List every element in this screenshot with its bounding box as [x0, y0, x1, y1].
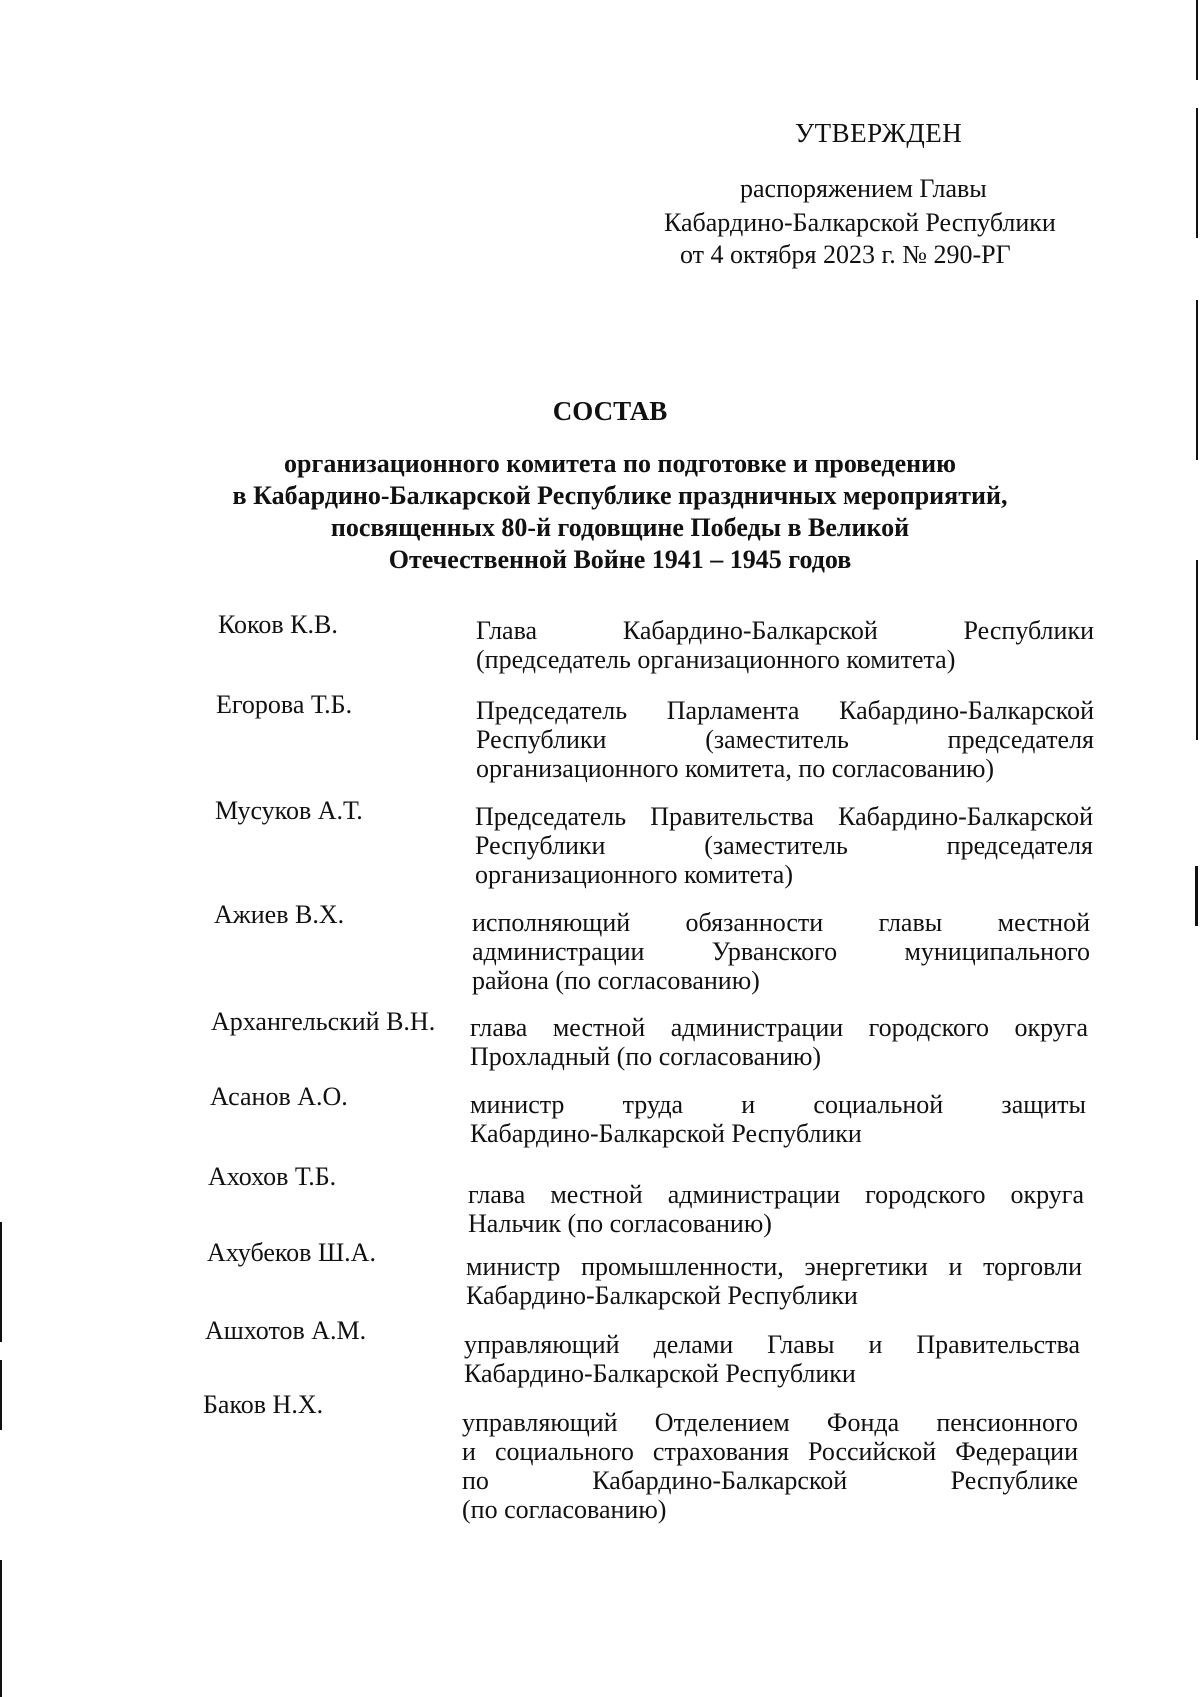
member-role-line: организационного комитета, по согласованию) — [476, 754, 995, 783]
member-name: Ажиев В.Х. — [214, 900, 345, 929]
member-role-line: глава местной администрации городского округа — [470, 1013, 1088, 1042]
scan-edge-mark — [1196, 300, 1198, 460]
member-name: Баков Н.Х. — [203, 1390, 324, 1419]
subtitle-line: в Кабардино-Балкарской Республике праздничных мероприятий, — [232, 481, 1008, 510]
document-subtitle — [160, 448, 1080, 576]
member-role-line: глава местной администрации городского округа — [468, 1180, 1084, 1209]
member-name: Егорова Т.Б. — [216, 690, 353, 719]
member-role — [476, 616, 1094, 674]
member-name: Асанов А.О. — [210, 1082, 348, 1111]
scan-edge-mark — [1196, 560, 1198, 740]
member-role-line: администрации Урванского муниципального — [472, 937, 1090, 966]
member-role-line: Республики (заместитель председателя — [476, 725, 1094, 754]
member-role — [462, 1408, 1078, 1524]
approval-heading: УТВЕРЖДЕН — [795, 118, 963, 148]
member-role-line: Глава Кабардино-Балкарской Республики — [476, 616, 1094, 645]
member-role-line: Республики (заместитель председателя — [475, 831, 1093, 860]
member-role-line: министр труда и социальной защиты — [470, 1090, 1086, 1119]
subtitle-line: посвященных 80-й годовщине Победы в Великой — [330, 513, 910, 542]
subtitle-line: Отечественной Войне 1941 – 1945 годов — [388, 545, 852, 574]
member-role-line: организационного комитета) — [475, 860, 793, 889]
member-role-line: Председатель Правительства Кабардино-Балкарской — [475, 802, 1093, 831]
member-role — [476, 696, 1094, 783]
member-role-line: министр промышленности, энергетики и торговли — [466, 1252, 1082, 1281]
member-name: Коков К.В. — [218, 610, 338, 639]
subtitle-line: организационного комитета по подготовке и проведению — [284, 449, 956, 478]
member-role-line: Кабардино-Балкарской Республики — [466, 1281, 858, 1310]
member-role — [470, 1090, 1086, 1148]
member-role-line: района (по согласованию) — [472, 966, 760, 995]
member-role-line: Прохладный (по согласованию) — [470, 1042, 822, 1071]
scan-edge-mark — [1196, 108, 1198, 238]
member-role-line: (по согласованию) — [462, 1495, 667, 1524]
member-role-line: Кабардино-Балкарской Республики — [470, 1119, 862, 1148]
member-role — [470, 1013, 1088, 1071]
member-role-line: Нальчик (по согласованию) — [468, 1209, 772, 1238]
approval-line: от 4 октября 2023 г. № 290-РГ — [680, 240, 1011, 269]
member-role-line: управляющий делами Главы и Правительства — [464, 1330, 1080, 1359]
scan-edge-mark — [0, 1560, 2, 1697]
member-role — [464, 1330, 1080, 1388]
member-role-line: Кабардино-Балкарской Республики — [464, 1359, 856, 1388]
scan-edge-mark — [1196, 0, 1198, 80]
approval-line: распоряжением Главы — [740, 174, 987, 203]
member-role — [472, 908, 1090, 995]
scan-edge-mark — [1195, 866, 1198, 926]
approval-line: Кабардино-Балкарской Республики — [664, 208, 1056, 237]
member-role-line: Председатель Парламента Кабардино-Балкарской — [476, 696, 1094, 725]
member-role-line: управляющий Отделением Фонда пенсионного — [462, 1408, 1078, 1437]
scan-edge-mark — [0, 1222, 2, 1342]
member-name: Архангельский В.Н. — [211, 1007, 436, 1036]
member-role — [468, 1180, 1084, 1238]
scan-edge-mark — [0, 1360, 2, 1430]
member-name: Ашхотов А.М. — [205, 1316, 367, 1345]
member-role-line: по Кабардино-Балкарской Республике — [462, 1466, 1078, 1495]
member-role — [466, 1252, 1082, 1310]
member-name: Мусуков А.Т. — [215, 796, 363, 825]
document-title: СОСТАВ — [552, 396, 668, 426]
member-role-line: и социального страхования Российской Федерации — [462, 1437, 1078, 1466]
member-role — [475, 802, 1093, 889]
member-name: Ахубеков Ш.А. — [207, 1238, 376, 1267]
member-name: Ахохов Т.Б. — [208, 1162, 337, 1191]
member-role-line: исполняющий обязанности главы местной — [472, 908, 1090, 937]
member-role-line: (председатель организационного комитета) — [476, 645, 956, 674]
